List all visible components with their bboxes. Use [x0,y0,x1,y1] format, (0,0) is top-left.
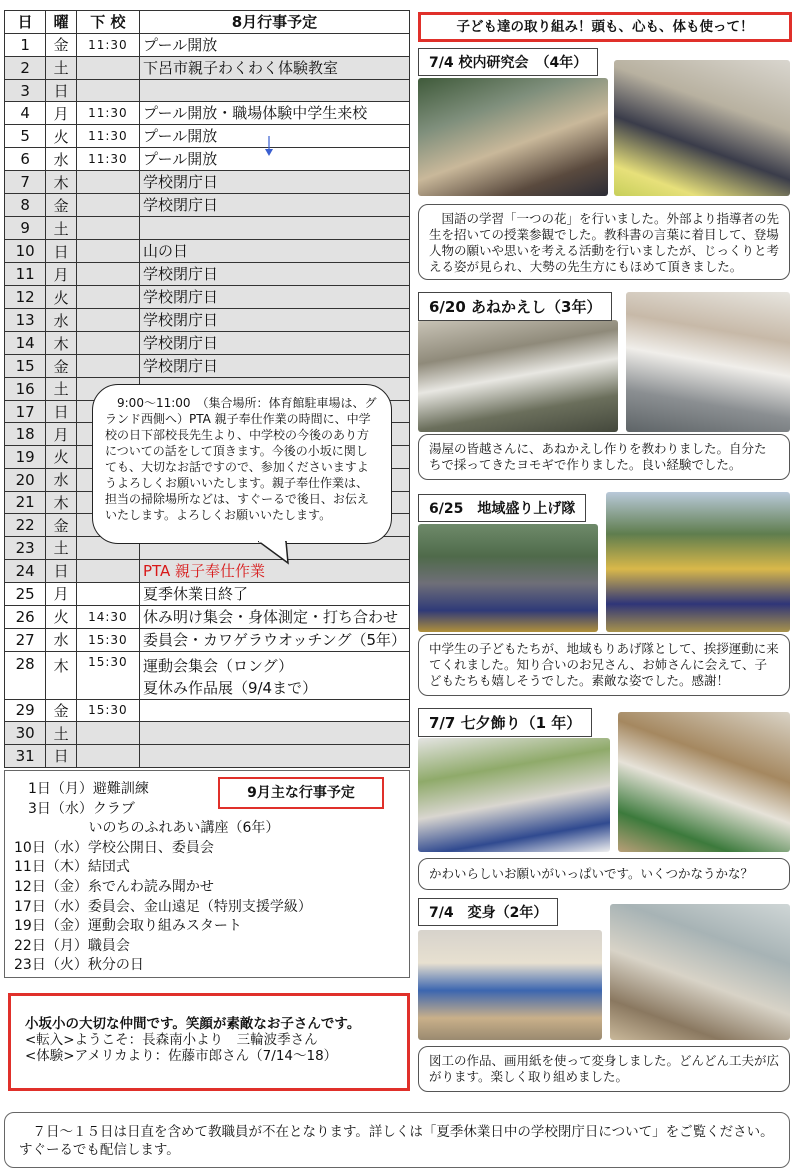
header-events: 8月行事予定 [139,11,409,34]
day-cell: 16 [5,378,46,401]
day-cell: 22 [5,514,46,537]
weekday-cell: 火 [46,446,77,469]
event-text: 委員会・カワゲラウオッチング（5年） [142,630,406,649]
activities-title: 子ども達の取り組み！頭も、心も、体も使って！ [418,12,792,42]
day-cell: 20 [5,468,46,491]
event-cell [139,217,409,240]
weekday-cell: 火 [46,125,77,148]
day-cell: 31 [5,744,46,767]
weekday-cell: 日 [46,744,77,767]
weekday-cell: 火 [46,286,77,309]
section-label-morinage: 6/25 地域盛り上げ隊 [418,494,586,522]
bubble-tail [258,541,294,565]
section-label-anekaeshi: 6/20 あねかえし（3年） [418,292,612,321]
event-text: 下呂市親子わくわく体験教室 [142,58,338,77]
weekday-cell: 土 [46,56,77,79]
caption-tanabata: かわいらしいお願いがいっぱいです。いくつかなうかな？ [418,858,790,890]
section-label-henshin: 7/4 変身（2年） [418,898,558,926]
weekday-cell: 月 [46,263,77,286]
dismissal-cell [76,286,139,309]
dismissal-cell: 11:30 [76,33,139,56]
day-cell: 21 [5,491,46,514]
dismissal-cell: 15:30 [76,651,139,699]
day-cell: 18 [5,423,46,446]
event-text: プール開放・職場体験中学生来校 [142,104,368,123]
dismissal-cell [76,263,139,286]
caption-research: 国語の学習「一つの花」を行いました。外部より指導者の先生を招いての授業参観でした。教科書の言葉に着目して、登場人物の願いや思いを考える活動を行いましたが、じっくりと考える姿が見られ、大勢の先生方にもほめて頂きました。 [418,204,790,280]
table-row [5,699,410,722]
event-text: 運動会集会（ロング） [142,656,294,675]
september-item: 23日（火）秋分の日 [14,957,144,974]
table-row [5,628,410,651]
event-text: 山の日 [142,242,188,261]
weekday-cell: 土 [46,217,77,240]
day-cell: 10 [5,240,46,263]
photo-morinage-1 [418,524,598,632]
day-cell: 2 [5,56,46,79]
day-cell: 13 [5,309,46,332]
september-item: 11日（木）結団式 [14,859,130,876]
event-cell [139,699,409,722]
weekday-cell: 金 [46,33,77,56]
header-weekday: 曜 [46,11,77,34]
weekday-cell: 木 [46,491,77,514]
photo-classroom-study-2 [614,60,790,196]
table-row [5,33,410,56]
september-title: 9月主な行事予定 [218,777,384,809]
event-cell [139,582,409,605]
event-text: PTA 親子奉仕作業 [142,561,266,580]
event-cell [139,309,409,332]
header-day: 日 [5,11,46,34]
weekday-cell: 日 [46,79,77,102]
header-dismissal: 下 校 [76,11,139,34]
event-cell [139,332,409,355]
event-cell [139,605,409,628]
event-text: プール開放 [142,127,218,146]
table-row [5,651,410,699]
september-item: 10日（水）学校公開日、委員会 [14,839,214,856]
event-text-2: 夏休み作品展（9/4まで） [142,678,318,697]
table-row [5,355,410,378]
table-row [5,148,410,171]
table-row [5,79,410,102]
table-row [5,605,410,628]
weekday-cell: 水 [46,148,77,171]
weekday-cell: 水 [46,468,77,491]
bubble-text: 9:00～11:00 （集合場所：体育館駐車場は、グランド西側へ）PTA 親子奉仕作業の時間に、中学校の日下部校長先生より、中学校の今後のあり方についての話をして頂きます。今後の小坂に関しても、大切なお話ですので、参加くださいますようよろしくお願いいたします。親子奉仕作業は、担当の掃除場所などは、すぐーるで後日、お伝えいたします。よろしくお願いいたします。 [105,396,377,522]
dismissal-cell [76,240,139,263]
day-cell: 5 [5,125,46,148]
dismissal-cell [76,171,139,194]
event-text: 学校閉庁日 [142,334,218,353]
day-cell: 26 [5,605,46,628]
photo-tanabata-1 [418,738,610,852]
event-cell [139,286,409,309]
event-cell [139,56,409,79]
dismissal-cell: 11:30 [76,102,139,125]
event-cell [139,194,409,217]
dismissal-cell: 11:30 [76,125,139,148]
day-cell: 15 [5,355,46,378]
day-cell: 14 [5,332,46,355]
section-label-tanabata: 7/7 七夕飾り（1 年） [418,708,592,737]
pta-info-bubble [92,384,392,544]
weekday-cell: 日 [46,400,77,423]
september-list [14,780,312,976]
table-row [5,56,410,79]
table-row [5,102,410,125]
event-text: 学校閉庁日 [142,311,218,330]
event-cell [139,102,409,125]
weekday-cell: 月 [46,582,77,605]
september-item: 22日（月）職員会 [14,937,130,954]
event-text: 学校閉庁日 [142,265,218,284]
september-item: 19日（金）運動会取り組みスタート [14,918,242,935]
event-cell [139,722,409,745]
september-item: 3日（水）クラブ [14,800,135,817]
weekday-cell: 木 [46,651,77,699]
day-cell: 27 [5,628,46,651]
dismissal-cell [76,79,139,102]
friends-line-1: 小坂小の大切な仲間です。笑顔が素敵なお子さんです。 [25,1016,361,1032]
day-cell: 11 [5,263,46,286]
september-item: 12日（金）糸でんわ読み聞かせ [14,878,214,895]
dismissal-cell [76,217,139,240]
table-row [5,582,410,605]
september-item: 1日（月）避難訓練 [14,781,149,797]
day-cell: 3 [5,79,46,102]
event-cell [139,744,409,767]
photo-morinage-2 [606,492,790,632]
weekday-cell: 木 [46,332,77,355]
table-header-row [5,11,410,34]
notice-text: ７日～１５日は日直を含めて教職員が不在となります。詳しくは「夏季休業日中の学校閉庁日について」をご覧ください。すぐーるでも配信します。 [19,1124,774,1158]
event-text: プール開放 [142,35,218,54]
dismissal-cell [76,309,139,332]
dismissal-cell: 14:30 [76,605,139,628]
friends-line-3: <体験>アメリカより：佐藤市郎さん（7/14～18） [25,1048,338,1064]
event-cell [139,651,409,699]
photo-anekaeshi-2 [626,292,790,432]
table-row [5,744,410,767]
day-cell: 1 [5,33,46,56]
dismissal-cell [76,355,139,378]
weekday-cell: 水 [46,628,77,651]
event-cell [139,79,409,102]
table-row [5,332,410,355]
event-text: 学校閉庁日 [142,288,218,307]
weekday-cell: 土 [46,536,77,559]
event-text: プール開放 [142,150,218,169]
day-cell: 7 [5,171,46,194]
dismissal-cell [76,332,139,355]
day-cell: 19 [5,446,46,469]
event-cell [139,263,409,286]
september-item: 17日（水）委員会、金山遠足（特別支援学級） [14,898,312,915]
caption-morinage: 中学生の子どもたちが、地域もりあげ隊として、挨拶運動に来てくれました。知り合いのお兄さん、お姉さんに会えて、子どもたちも嬉しそうでした。素敵な姿でした。感謝！ [418,634,790,696]
day-cell: 25 [5,582,46,605]
event-cell [139,33,409,56]
day-cell: 4 [5,102,46,125]
table-row [5,286,410,309]
weekday-cell: 日 [46,559,77,582]
event-cell [139,171,409,194]
photo-tanabata-2 [618,712,790,852]
event-text: 学校閉庁日 [142,196,218,215]
dismissal-cell [76,56,139,79]
caption-henshin: 図工の作品、画用紙を使って変身しました。どんどん工夫が広がります。楽しく取り組めました。 [418,1046,790,1092]
day-cell: 24 [5,559,46,582]
weekday-cell: 金 [46,514,77,537]
event-text: 学校閉庁日 [142,357,218,376]
september-item: いのちのふれあい講座（6年） [14,820,280,837]
day-cell: 12 [5,286,46,309]
event-cell [139,240,409,263]
photo-anekaeshi-1 [418,320,618,432]
day-cell: 8 [5,194,46,217]
dismissal-cell: 11:30 [76,148,139,171]
closure-notice [4,1112,790,1168]
table-row [5,309,410,332]
photo-henshin-1 [418,930,602,1040]
dismissal-cell: 15:30 [76,699,139,722]
day-cell: 28 [5,651,46,699]
weekday-cell: 土 [46,722,77,745]
table-row [5,125,410,148]
dismissal-cell [76,559,139,582]
weekday-cell: 水 [46,309,77,332]
photo-henshin-2 [610,904,790,1040]
down-arrow-icon [262,136,276,158]
dismissal-cell [76,722,139,745]
weekday-cell: 火 [46,605,77,628]
event-text: 夏季休業日終了 [142,584,248,603]
dismissal-cell [76,582,139,605]
event-cell [139,355,409,378]
table-row [5,217,410,240]
weekday-cell: 木 [46,171,77,194]
dismissal-cell: 15:30 [76,628,139,651]
weekday-cell: 金 [46,194,77,217]
day-cell: 23 [5,536,46,559]
table-row [5,722,410,745]
caption-anekaeshi: 湯屋の皆越さんに、あねかえし作りを教わりました。自分たちで採ってきたヨモギで作りました。良い経験でした。 [418,434,790,480]
dismissal-cell [76,744,139,767]
weekday-cell: 月 [46,102,77,125]
day-cell: 30 [5,722,46,745]
weekday-cell: 金 [46,699,77,722]
weekday-cell: 月 [46,423,77,446]
table-row [5,240,410,263]
dismissal-cell [76,194,139,217]
day-cell: 29 [5,699,46,722]
event-text: 休み明け集会・身体測定・打ち合わせ [142,607,398,626]
event-cell [139,628,409,651]
table-row [5,194,410,217]
weekday-cell: 日 [46,240,77,263]
table-row [5,263,410,286]
new-friends-box [8,993,410,1091]
weekday-cell: 金 [46,355,77,378]
table-row [5,171,410,194]
weekday-cell: 土 [46,378,77,401]
day-cell: 17 [5,400,46,423]
section-label-research: 7/4 校内研究会 （4年） [418,48,598,76]
event-text: 学校閉庁日 [142,173,218,192]
friends-line-2: <転入>ようこそ：長森南小より 三輪波季さん [25,1032,318,1048]
day-cell: 6 [5,148,46,171]
table-row [5,559,410,582]
photo-classroom-study-1 [418,78,608,196]
day-cell: 9 [5,217,46,240]
